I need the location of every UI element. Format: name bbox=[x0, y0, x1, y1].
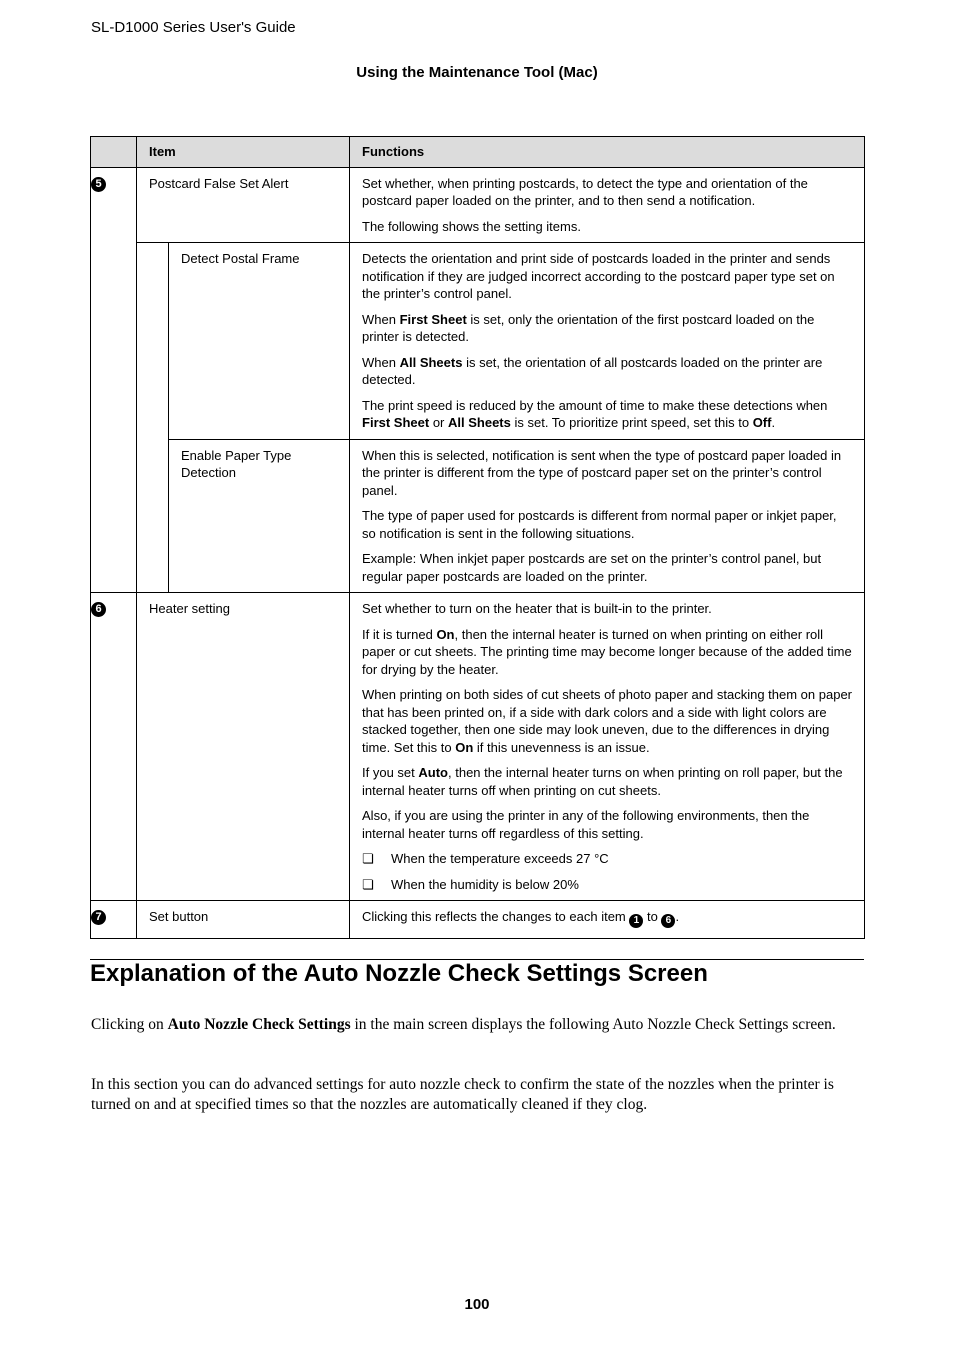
function-text: If it is turned On, then the internal heater is turned on when printing on either roll paper or cut sheets. The printing time may become longer because of the added time for drying by the heater. bbox=[362, 626, 852, 677]
table-header-row bbox=[91, 137, 865, 168]
function-text: Example: When inkjet paper postcards are set on the printer’s control panel, but regular paper postcards are loaded on the printer. bbox=[362, 551, 822, 584]
header-number-cell bbox=[91, 137, 137, 168]
page-heading: Explanation of the Auto Nozzle Check Settings Screen bbox=[90, 960, 708, 987]
functions-cell bbox=[350, 439, 865, 593]
function-text: When this is selected, notification is sent when the type of postcard paper loaded in the printer is different from the type of postcard paper set on the printer’s control panel. bbox=[362, 447, 842, 498]
function-text: The print speed is reduced by the amount of time to make these detections when First Sheet or All Sheets is set. To prioritize print speed, set this to Off. bbox=[362, 397, 828, 430]
number-6-badge-icon: 6 bbox=[91, 602, 106, 617]
function-text: When printing on both sides of cut sheets of photo paper and stacking them on paper that has been printed on, if a side with dark colors and a side with light colors are stacked together, then one side may look uneven, due to the differences in drying time. Set this to On if this unevenness is an issue. bbox=[362, 687, 852, 755]
number-5-badge-icon: 5 bbox=[91, 177, 106, 192]
function-text: Also, if you are using the printer in any of the following environments, then the internal heater turns off regardless of this setting. bbox=[362, 808, 810, 841]
body-paragraph: In this section you can do advanced settings for auto nozzle check to confirm the state of the nozzles when the printer is turned on and at specified times so that the nozzles are automatically cleaned if they clog. bbox=[91, 1076, 834, 1113]
item-set-button: Set button bbox=[137, 901, 350, 939]
function-text: The following shows the setting items. bbox=[362, 218, 581, 234]
row-number-cell bbox=[91, 167, 137, 593]
table-row bbox=[91, 439, 865, 593]
item-postcard-false-set-alert: Postcard False Set Alert bbox=[137, 167, 350, 243]
page-number: 100 bbox=[464, 1296, 490, 1313]
table-row bbox=[91, 901, 865, 939]
header-item: Item bbox=[137, 137, 350, 168]
functions-cell bbox=[350, 901, 865, 939]
table-row bbox=[91, 167, 865, 243]
bullet-item: ❏ When the humidity is below 20% bbox=[362, 876, 579, 892]
number-1-badge-icon: 1 bbox=[629, 914, 643, 928]
settings-table bbox=[90, 136, 865, 939]
table-row bbox=[91, 593, 865, 901]
row-number-cell bbox=[91, 901, 137, 939]
function-text: When All Sheets is set, the orientation of all postcards loaded on the printer are detected. bbox=[362, 354, 823, 387]
section-title: Using the Maintenance Tool (Mac) bbox=[356, 64, 598, 81]
function-text: Clicking this reflects the changes to each item 1 to 6 . bbox=[362, 909, 680, 926]
row-number-cell bbox=[91, 593, 137, 901]
functions-cell bbox=[350, 243, 865, 440]
function-text: Set whether, when printing postcards, to detect the type and orientation of the postcard paper loaded on the printer, and to then send a notification. bbox=[362, 175, 808, 208]
function-text: When First Sheet is set, only the orientation of the first postcard loaded on the printer is detected. bbox=[362, 311, 815, 344]
number-7-badge-icon: 7 bbox=[91, 910, 106, 925]
bullet-item: ❏ When the temperature exceeds 27 °C bbox=[362, 851, 609, 866]
table-row bbox=[91, 243, 865, 440]
header-functions: Functions bbox=[350, 137, 865, 168]
indent-cell bbox=[137, 243, 169, 593]
function-text: The type of paper used for postcards is different from normal paper or inkjet paper, so notification is sent in the following situations. bbox=[362, 508, 837, 541]
body-paragraph: Clicking on Auto Nozzle Check Settings in the main screen displays the following Auto Nozzle Check Settings screen. bbox=[91, 1016, 836, 1033]
function-text: If you set Auto, then the internal heater turns on when printing on roll paper, but the internal heater turns off when printing on cut sheets. bbox=[362, 765, 843, 798]
item-detect-postal-frame: Detect Postal Frame bbox=[169, 243, 350, 440]
item-heater-setting: Heater setting bbox=[137, 593, 350, 901]
item-enable-paper-type-detection: Enable Paper Type Detection bbox=[169, 439, 350, 593]
functions-cell bbox=[350, 167, 865, 243]
functions-cell bbox=[350, 593, 865, 901]
checkbox-bullet-icon: ❏ bbox=[362, 851, 374, 866]
function-text: Detects the orientation and print side of postcards loaded in the printer and sends notification if they are judged incorrect according to the postcard paper type set on the printer’s control panel. bbox=[362, 251, 835, 301]
document-title: SL-D1000 Series User's Guide bbox=[91, 19, 296, 36]
function-text: Set whether to turn on the heater that is built-in to the printer. bbox=[362, 601, 712, 616]
number-6-badge-icon: 6 bbox=[661, 914, 675, 928]
checkbox-bullet-icon: ❏ bbox=[362, 876, 374, 892]
